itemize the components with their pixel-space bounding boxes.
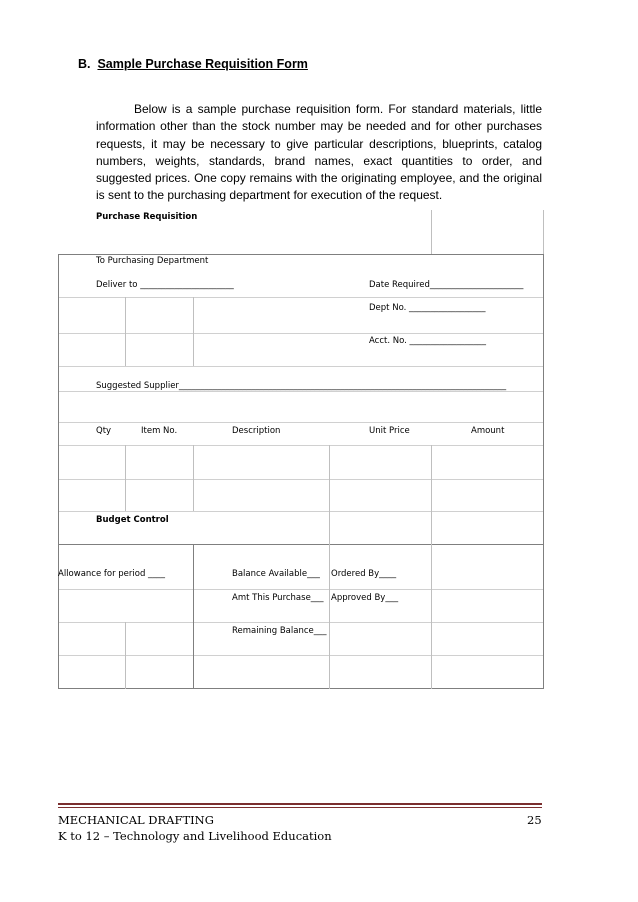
footer-rule-thin [58,807,542,808]
allowance-field: Allowance for period ____ [58,569,166,579]
budget-control-label: Budget Control [96,515,169,525]
section-heading [78,57,308,71]
deliver-to-field: Deliver to ______________________ [96,280,234,290]
remaining-balance-field: Remaining Balance___ [232,626,327,636]
approved-by-field: Approved By___ [331,593,399,603]
col-header-amount: Amount [471,426,505,436]
date-required-field: Date Required______________________ [369,280,524,290]
col-header-item-no: Item No. [141,426,178,436]
intro-text: Below is a sample purchase requisition form. For standard materials, little information other than the stock number may be needed and for other purchases requests, it may be necessary to give particular descriptions, blueprints, catalog numbers, weights, standards, brand names, exact quantities to order, and suggested prices. One copy remains with the originating employee, and the original is sent to the purchasing department for execution of the request. [96,102,542,203]
form-title: Purchase Requisition [96,212,198,222]
suggested-supplier-field: Suggested Supplier_____________________________________________________________________________ [96,381,507,391]
page-number: 25 [527,813,542,827]
dept-no-field: Dept No. __________________ [369,303,486,313]
col-header-unit-price: Unit Price [369,426,410,436]
footer-subtitle: K to 12 – Technology and Livelihood Education [58,829,332,843]
balance-available-field: Balance Available___ [232,569,320,579]
to-purchasing-label: To Purchasing Department [96,256,209,266]
acct-no-field: Acct. No. __________________ [369,336,487,346]
section-letter: B. [78,57,91,71]
amt-this-purchase-field: Amt This Purchase___ [232,593,324,603]
intro-paragraph [96,101,542,205]
footer-rule [58,803,542,805]
ordered-by-field: Ordered By____ [331,569,397,579]
section-title: Sample Purchase Requisition Form [97,57,308,71]
col-header-description: Description [232,426,281,436]
col-header-qty: Qty [96,426,112,436]
footer-title: MECHANICAL DRAFTING [58,813,214,827]
